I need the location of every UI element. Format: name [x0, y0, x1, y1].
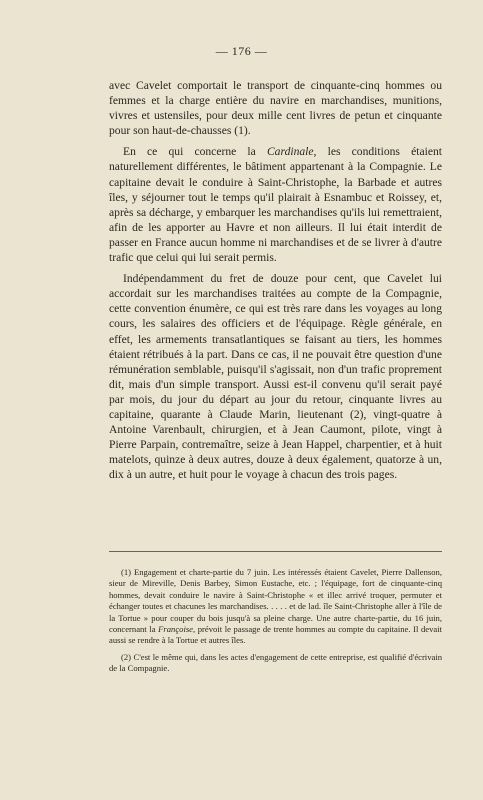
- footnote-divider: [109, 551, 442, 552]
- paragraph-1: avec Cavelet comportait le transport de cinquante-cinq hommes ou femmes et la charge entière du navire en marchandises, munitions, vivres et ustensiles, pour deux mille cent livres de petun et cinquante pour son haut-de-chausses (1).: [109, 79, 442, 138]
- footnote-1: [109, 567, 442, 647]
- footnote-2: (2) C'est le même qui, dans les actes d'engagement de cette entreprise, est qualifié d'écrivain de la Compagnie.: [109, 651, 442, 674]
- main-text: [109, 78, 442, 488]
- footnotes: [109, 567, 442, 680]
- ship-name-francoise: Françoise: [158, 624, 193, 635]
- paragraph-3: Indépendamment du fret de douze pour cent, que Cavelet lui accordait sur les marchandises traitées au compte de la Compagnie, cette convention énumère, ce qui est très rare dans les voyages au long cours, les salaires des officiers et de l'équipage. Règle générale, en effet, les armements transatlantiques se faisant au tiers, les hommes étaient rétribués à la part. Dans ce cas, il ne pouvait être question d'une rémunération semblable, puisqu'il s'agissait, non d'un trafic proprement dit, mais d'un simple transport. Aussi est-il convenu qu'il serait payé par mois, du jour du départ au jour du retour, cinquante livres au capitaine, quarante à Claude Marin, lieutenant (2), vingt-quatre à Antoine Varenbault, chirurgien, et à Jean Caumont, pilote, vingt à Pierre Parpain, contremaître, seize à Jean Happel, charpentier, et à huit matelots, quinze à deux autres, douze à deux également, quatorze à un, dix à un autre, et huit pour le voyage à chacun des trois pages.: [109, 272, 442, 482]
- ship-name-cardinale: Cardinale: [266, 145, 314, 159]
- paragraph-2-rest: , les conditions étaient naturellement différentes, le bâtiment appartenant à la Compagnie. Le capitaine devait le conduire à Saint-Christophe, la Barbade et autres îles, y séjourner tout le temps qu'il plairait à Esnambuc et Roissey, et, après sa décharge, y embarquer les marchandises qu'ils lui remettraient, afin de les apporter au Havre et non ailleurs. Il lui était interdit de passer en France aucun homme ni marchandises et de se livrer à d'autre trafic que celui qui lui serait permis.: [109, 145, 442, 265]
- page-number: — 176 —: [215, 44, 268, 58]
- footnote-1-start: (1) Engagement et charte-partie du 7 juin. Les intéressés étaient Cavelet, Pierre Dallenson, sieur de Mireville, Denis Barbey, Simon Eustache, etc. ; l'équipage, fort de cinquante-cinq hommes, devait conduire le navire à Saint-Christophe « et illec arrivé troquer, permuter et échanger toutes et chacunes les marchandises. . . . . et de lad. île Saint-Christophe aller à l'île de la Tortue » pour couper du bois jusqu'à sa pleine charge. Une autre charte-partie, du 16 juin, concernant la: [109, 567, 442, 635]
- paragraph-2: [109, 144, 442, 265]
- footnote-1-rest: , prévoit le passage de trente hommes au compte du capitaine. Il devait aussi se rendre à la Tortue et autres îles.: [109, 624, 443, 646]
- paragraph-2-start: En ce qui concerne la: [123, 145, 267, 159]
